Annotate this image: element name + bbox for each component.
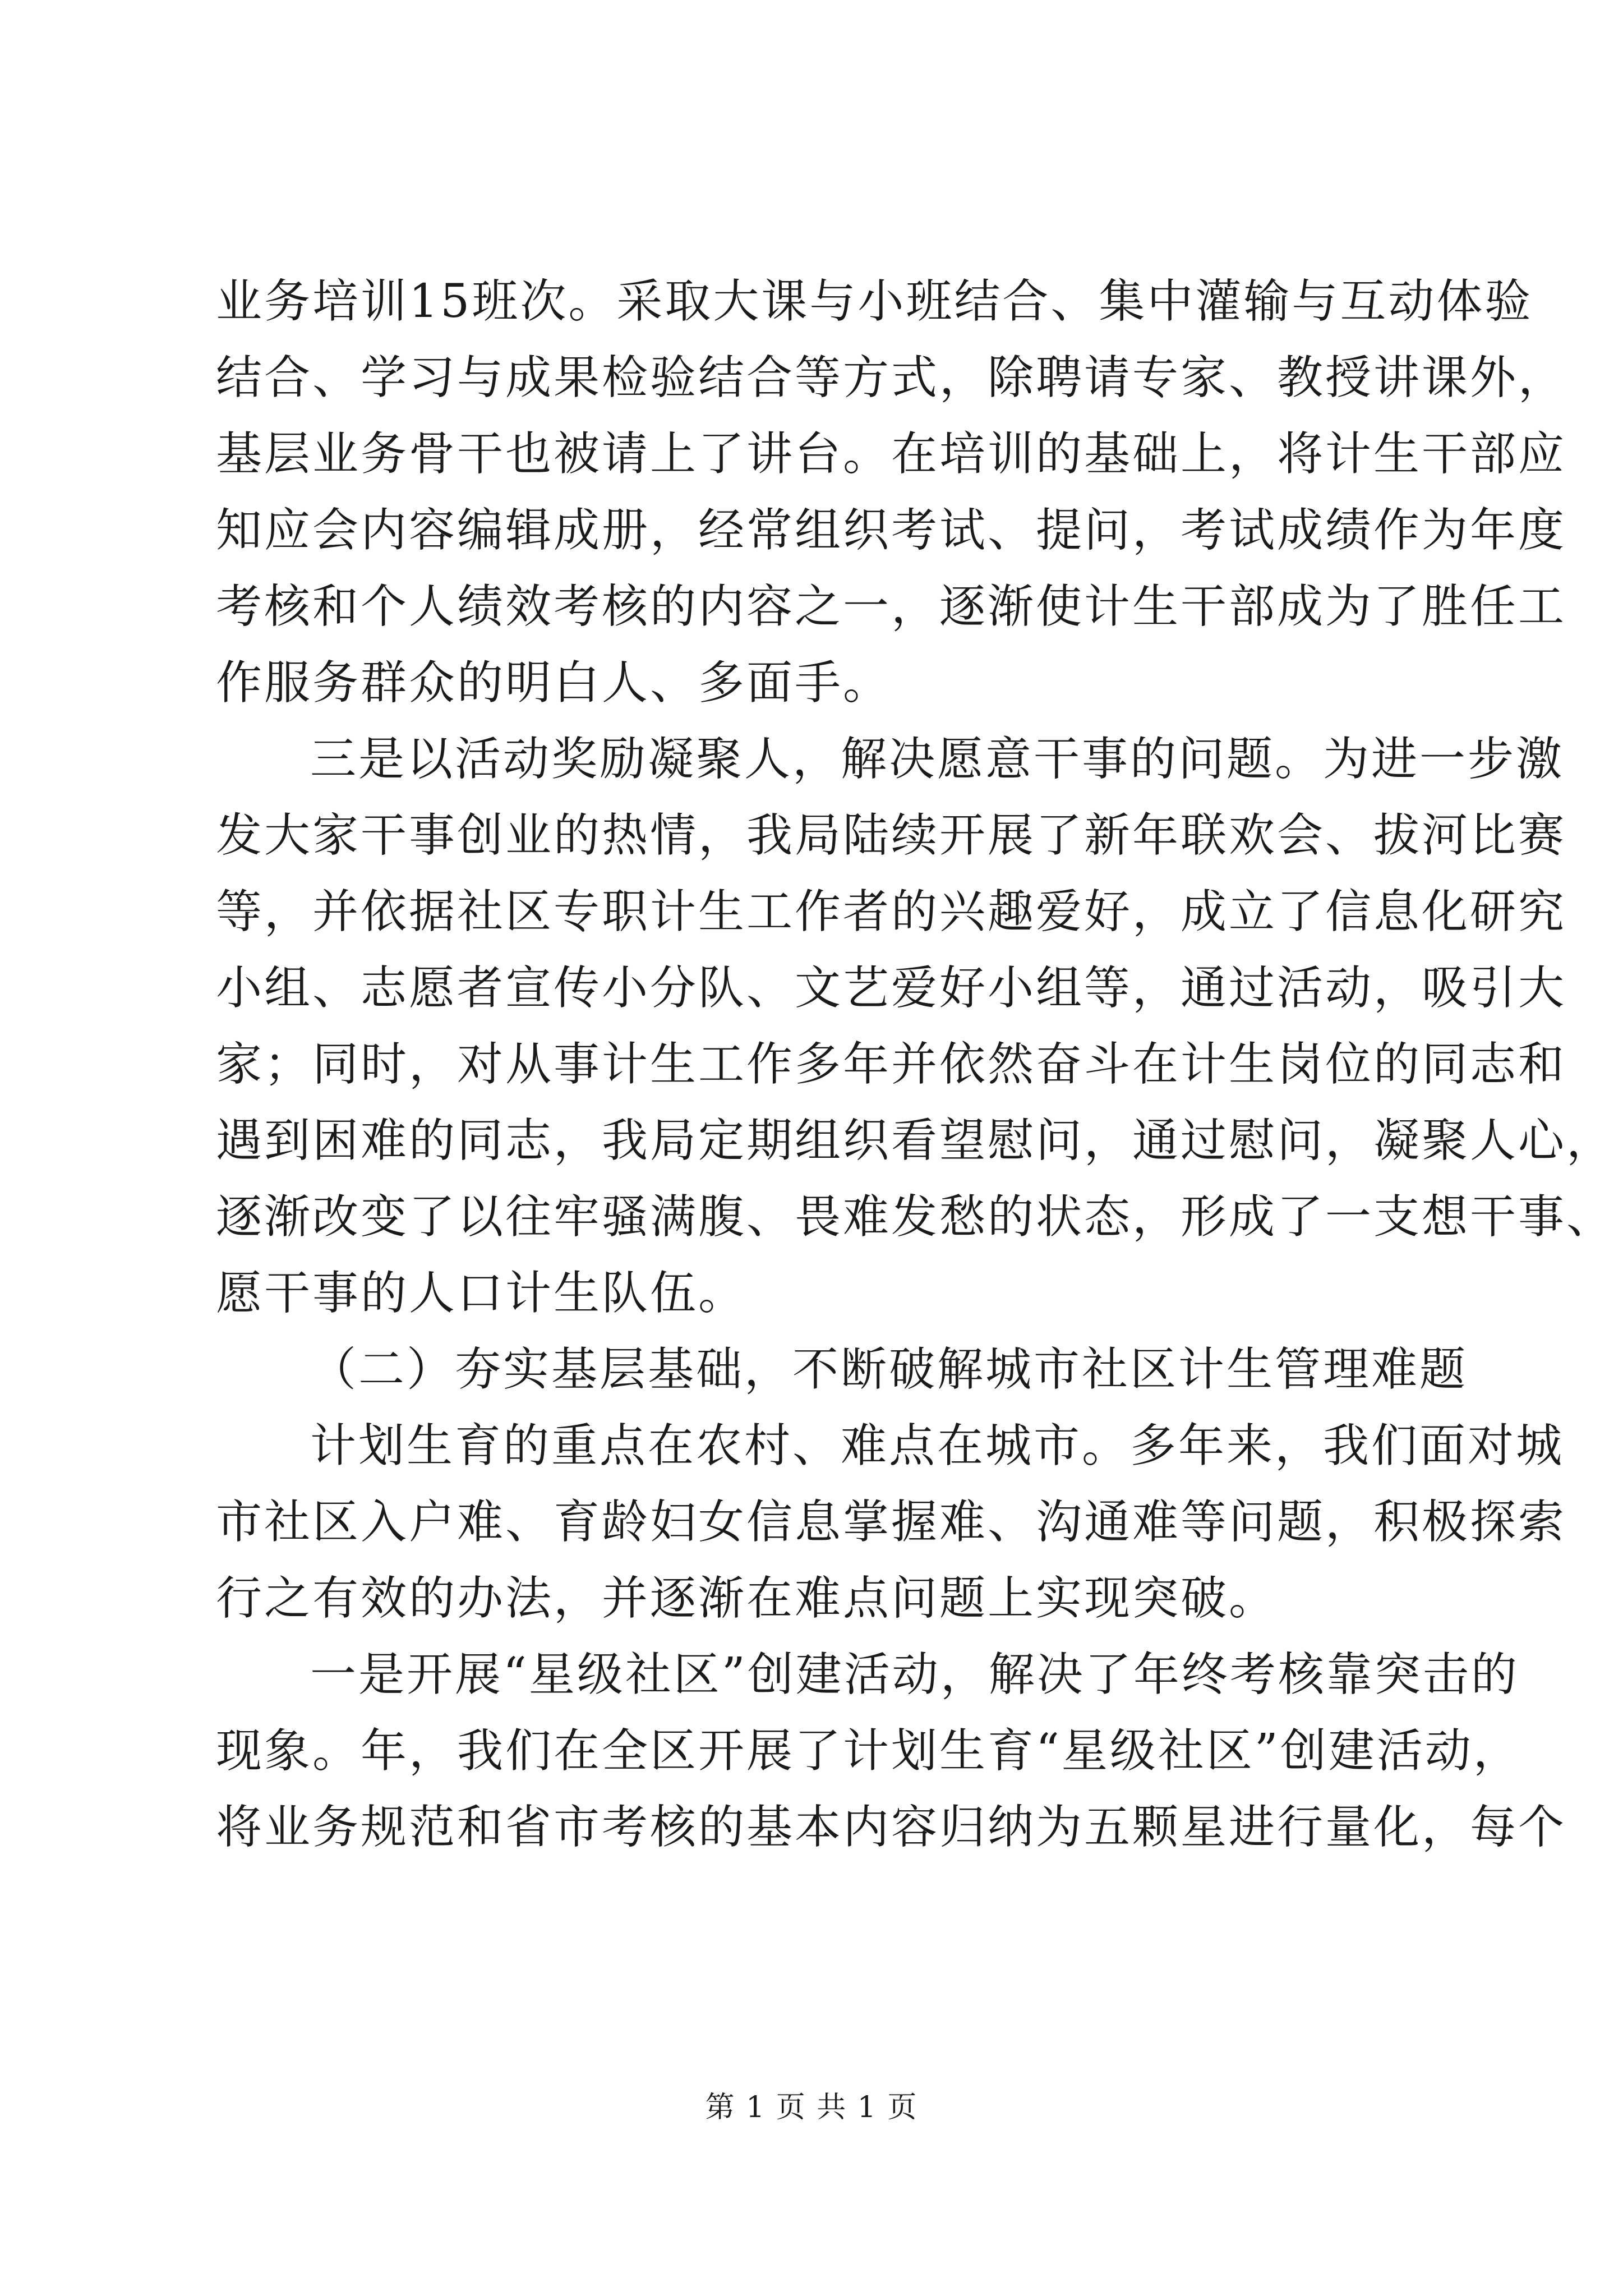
text-line: 现象。年，我们在全区开展了计划生育“星级社区”创建活动， <box>216 1724 1521 1778</box>
text-line: 基层业务骨干也被请上了讲台。在培训的基础上，将计生干部应 <box>216 427 1567 481</box>
text-line: 考核和个人绩效考核的内容之一，逐渐使计生干部成为了胜任工 <box>216 580 1567 633</box>
text-line: 小组、志愿者宣传小分队、文艺爱好小组等，通过活动，吸引大 <box>216 961 1567 1015</box>
text-line: 业务培训15班次。采取大课与小班结合、集中灌输与互动体验 <box>216 275 1533 328</box>
text-line: 愿干事的人口计生队伍。 <box>216 1267 747 1320</box>
text-line: 三是以活动奖励凝聚人，解决愿意干事的问题。为进一步激 <box>310 733 1565 786</box>
text-line: 遇到困难的同志，我局定期组织看望慰问，通过慰问，凝聚人心， <box>216 1114 1615 1167</box>
text-line: 家；同时，对从事计生工作多年并依然奋斗在计生岗位的同志和 <box>216 1038 1567 1091</box>
text-line: 结合、学习与成果检验结合等方式，除聘请专家、教授讲课外， <box>216 351 1567 404</box>
text-line: 等，并依据社区专职计生工作者的兴趣爱好，成立了信息化研究 <box>216 885 1567 938</box>
text-line: 一是开展“星级社区”创建活动，解决了年终考核靠突击的 <box>310 1648 1519 1701</box>
text-line: 知应会内容编辑成册，经常组织考试、提问，考试成绩作为年度 <box>216 504 1567 557</box>
text-line: 行之有效的办法，并逐渐在难点问题上实现突破。 <box>216 1572 1278 1625</box>
text-line: 发大家干事创业的热情，我局陆续开展了新年联欢会、拔河比赛 <box>216 809 1567 862</box>
text-line: 作服务群众的明白人、多面手。 <box>216 656 892 710</box>
page-number-footer: 第 1 页 共 1 页 <box>705 2091 918 2124</box>
text-line: 计划生育的重点在农村、难点在城市。多年来，我们面对城 <box>310 1419 1565 1473</box>
text-line: 将业务规范和省市考核的基本内容归纳为五颗星进行量化，每个 <box>216 1801 1567 1854</box>
text-line: 逐渐改变了以往牢骚满腹、畏难发愁的状态，形成了一支想干事、 <box>216 1190 1615 1244</box>
text-line: 市社区入户难、育龄妇女信息掌握难、沟通难等问题，积极探索 <box>216 1496 1567 1549</box>
section-heading: （二）夯实基层基础，不断破解城市社区计生管理难题 <box>310 1343 1468 1396</box>
